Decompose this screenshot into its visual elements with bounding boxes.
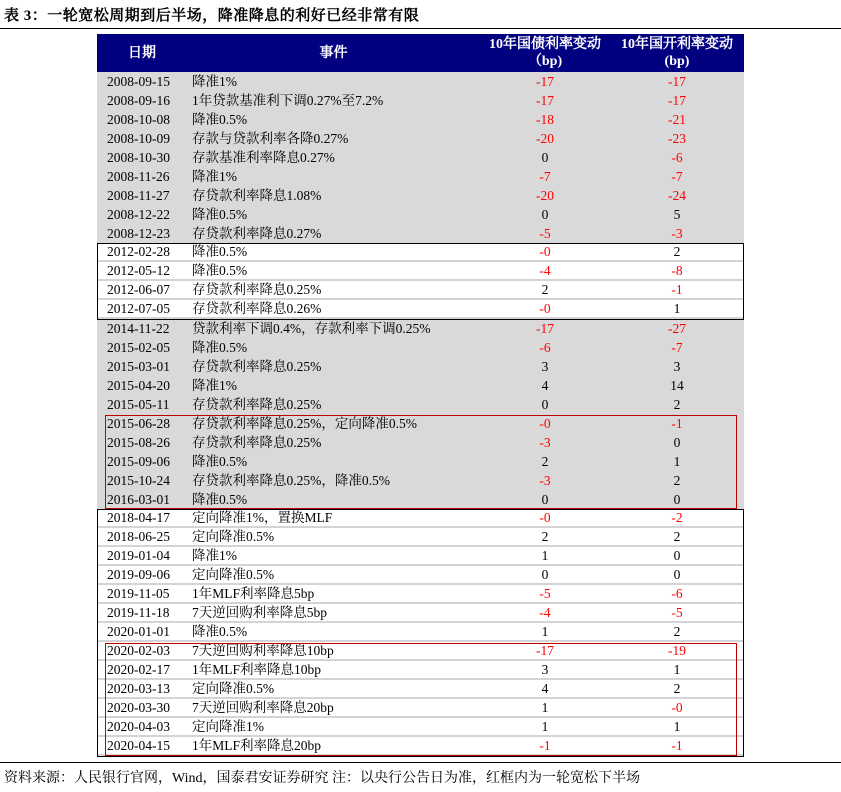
gov-bond-change-cell: -7 xyxy=(539,169,551,184)
date-cell: 2012-07-05 xyxy=(107,301,170,316)
table-row xyxy=(97,661,744,680)
date-cell: 2019-11-18 xyxy=(107,605,170,620)
header-gov-line1: 10年国债利率变动 xyxy=(489,37,601,52)
event-cell: 存贷款利率降息0.25% xyxy=(192,359,322,374)
cdb-bond-change-cell: 2 xyxy=(673,681,681,696)
cdb-bond-change-cell: 2 xyxy=(673,529,681,544)
cdb-bond-change-cell: 5 xyxy=(673,207,681,222)
cdb-bond-change-cell: -1 xyxy=(671,416,683,431)
header-gov-bond-change xyxy=(480,34,610,72)
title-divider xyxy=(0,28,841,29)
date-cell: 2020-02-17 xyxy=(107,662,170,677)
date-cell: 2015-04-20 xyxy=(107,378,170,393)
gov-bond-change-cell: -17 xyxy=(536,74,554,89)
date-cell: 2008-10-30 xyxy=(107,150,170,165)
date-cell: 2012-05-12 xyxy=(107,263,170,278)
cdb-bond-change-cell: 1 xyxy=(673,454,681,469)
cdb-bond-change-cell: -7 xyxy=(671,169,683,184)
gov-bond-change-cell: -20 xyxy=(536,131,554,146)
event-cell: 降准1% xyxy=(192,548,237,563)
date-cell: 2008-10-08 xyxy=(107,112,170,127)
gov-bond-change-cell: -17 xyxy=(536,93,554,108)
event-cell: 存贷款利率降息1.08% xyxy=(192,188,322,203)
table-row xyxy=(97,224,744,243)
table-row xyxy=(97,262,744,281)
table-row xyxy=(97,148,744,167)
cdb-bond-change-cell: 1 xyxy=(673,719,681,734)
header-event-label: 事件 xyxy=(319,45,348,61)
source-note: 资料来源：人民银行官网，Wind，国泰君安证券研究 注：以央行公告日为准，红框内为一轮宽松下半场 xyxy=(4,771,641,786)
date-cell: 2020-03-30 xyxy=(107,700,170,715)
gov-bond-change-cell: -3 xyxy=(539,473,551,488)
cdb-bond-change-cell: 1 xyxy=(673,662,681,677)
gov-bond-change-cell: -0 xyxy=(539,301,551,316)
table-body xyxy=(97,72,744,756)
date-cell: 2019-11-05 xyxy=(107,586,170,601)
event-cell: 降准1% xyxy=(192,169,237,184)
date-cell: 2012-02-28 xyxy=(107,244,170,259)
gov-bond-change-cell: 0 xyxy=(541,150,549,165)
table-row xyxy=(97,433,744,452)
event-cell: 存贷款利率降息0.27% xyxy=(192,226,322,241)
header-date xyxy=(97,34,187,72)
event-cell: 降准0.5% xyxy=(192,492,248,507)
cdb-bond-change-cell: 14 xyxy=(670,378,684,393)
event-cell: 1年MLF利率降息20bp xyxy=(192,738,322,753)
date-cell: 2018-06-25 xyxy=(107,529,170,544)
table-row xyxy=(97,129,744,148)
gov-bond-change-cell: -5 xyxy=(539,586,551,601)
table-row xyxy=(97,281,744,300)
gov-bond-change-cell: -3 xyxy=(539,435,551,450)
table-row xyxy=(97,490,744,509)
event-cell: 定向降准0.5% xyxy=(192,529,275,544)
cdb-bond-change-cell: 0 xyxy=(673,435,681,450)
event-cell: 定向降准1%，置换MLF xyxy=(192,510,333,525)
date-cell: 2015-03-01 xyxy=(107,359,170,374)
table-row xyxy=(97,737,744,756)
table-row xyxy=(97,357,744,376)
gov-bond-change-cell: -4 xyxy=(539,263,551,278)
date-cell: 2015-08-26 xyxy=(107,435,170,450)
event-cell: 降准1% xyxy=(192,74,237,89)
table-row xyxy=(97,319,744,338)
cdb-bond-change-cell: 0 xyxy=(673,567,681,582)
table-row xyxy=(97,300,744,319)
event-cell: 存款基准利率降息0.27% xyxy=(192,150,335,165)
table-row xyxy=(97,547,744,566)
gov-bond-change-cell: 1 xyxy=(541,548,549,563)
date-cell: 2020-02-03 xyxy=(107,643,170,658)
event-cell: 存贷款利率降息0.25% xyxy=(192,435,322,450)
date-cell: 2019-09-06 xyxy=(107,567,170,582)
gov-bond-change-cell: 0 xyxy=(541,567,549,582)
header-gov-line2: （bp) xyxy=(527,54,563,69)
date-cell: 2015-05-11 xyxy=(107,397,170,412)
gov-bond-change-cell: 3 xyxy=(541,359,549,374)
gov-bond-change-cell: 2 xyxy=(541,454,549,469)
cdb-bond-change-cell: -2 xyxy=(671,510,683,525)
gov-bond-change-cell: -0 xyxy=(539,416,551,431)
gov-bond-change-cell: 4 xyxy=(541,681,549,696)
table-row xyxy=(97,528,744,547)
gov-bond-change-cell: 1 xyxy=(541,624,549,639)
date-cell: 2015-10-24 xyxy=(107,473,170,488)
cdb-bond-change-cell: 1 xyxy=(673,301,681,316)
cdb-bond-change-cell: 2 xyxy=(673,624,681,639)
date-cell: 2008-11-27 xyxy=(107,188,170,203)
date-cell: 2008-10-09 xyxy=(107,131,170,146)
event-cell: 7天逆回购利率降息5bp xyxy=(192,605,327,620)
cdb-bond-change-cell: -6 xyxy=(671,586,683,601)
event-cell: 1年MLF利率降息10bp xyxy=(192,662,322,677)
event-cell: 降准0.5% xyxy=(192,244,248,259)
date-cell: 2019-01-04 xyxy=(107,548,170,563)
table-row xyxy=(97,91,744,110)
table-row xyxy=(97,414,744,433)
date-cell: 2016-03-01 xyxy=(107,492,170,507)
cdb-bond-change-cell: -17 xyxy=(668,93,686,108)
event-cell: 降准0.5% xyxy=(192,263,248,278)
table-header xyxy=(97,34,744,72)
cdb-bond-change-cell: 0 xyxy=(673,492,681,507)
cdb-bond-change-cell: -17 xyxy=(668,74,686,89)
table-row xyxy=(97,585,744,604)
header-cdb-line1: 10年国开利率变动 xyxy=(621,37,733,52)
event-cell: 1年贷款基准利下调0.27%至7.2% xyxy=(192,93,384,108)
gov-bond-change-cell: -17 xyxy=(536,643,554,658)
event-cell: 定向降准0.5% xyxy=(192,681,275,696)
date-cell: 2012-06-07 xyxy=(107,282,170,297)
date-cell: 2008-09-15 xyxy=(107,74,170,89)
event-cell: 降准0.5% xyxy=(192,112,248,127)
cdb-bond-change-cell: -27 xyxy=(668,321,686,336)
event-cell: 降准0.5% xyxy=(192,624,248,639)
gov-bond-change-cell: 2 xyxy=(541,282,549,297)
cdb-bond-change-cell: -5 xyxy=(671,605,683,620)
date-cell: 2015-06-28 xyxy=(107,416,170,431)
cdb-bond-change-cell: -3 xyxy=(671,226,683,241)
header-cdb-line2: (bp) xyxy=(664,54,690,69)
date-cell: 2014-11-22 xyxy=(107,321,170,336)
date-cell: 2015-09-06 xyxy=(107,454,170,469)
cdb-bond-change-cell: -1 xyxy=(671,282,683,297)
table-row xyxy=(97,718,744,737)
event-cell: 贷款利率下调0.4%，存款利率下调0.25% xyxy=(192,321,431,336)
gov-bond-change-cell: -17 xyxy=(536,321,554,336)
table-row xyxy=(97,471,744,490)
date-cell: 2020-03-13 xyxy=(107,681,170,696)
cdb-bond-change-cell: -8 xyxy=(671,263,683,278)
date-cell: 2018-04-17 xyxy=(107,510,170,525)
header-event xyxy=(187,34,480,72)
gov-bond-change-cell: 4 xyxy=(541,378,549,393)
gov-bond-change-cell: 0 xyxy=(541,207,549,222)
cdb-bond-change-cell: -0 xyxy=(671,700,683,715)
gov-bond-change-cell: 3 xyxy=(541,662,549,677)
table-row xyxy=(97,338,744,357)
table-row xyxy=(97,186,744,205)
date-cell: 2020-04-03 xyxy=(107,719,170,734)
event-cell: 存款与贷款利率各降0.27% xyxy=(192,131,349,146)
date-cell: 2020-01-01 xyxy=(107,624,170,639)
table-row xyxy=(97,509,744,528)
date-cell: 2020-04-15 xyxy=(107,738,170,753)
cdb-bond-change-cell: -7 xyxy=(671,340,683,355)
header-cdb-bond-change xyxy=(610,34,744,72)
event-cell: 降准0.5% xyxy=(192,454,248,469)
table-row xyxy=(97,623,744,642)
date-cell: 2008-12-23 xyxy=(107,226,170,241)
table-row xyxy=(97,566,744,585)
table-row xyxy=(97,376,744,395)
gov-bond-change-cell: -0 xyxy=(539,244,551,259)
gov-bond-change-cell: 0 xyxy=(541,397,549,412)
event-cell: 降准0.5% xyxy=(192,340,248,355)
date-cell: 2008-11-26 xyxy=(107,169,170,184)
cdb-bond-change-cell: 2 xyxy=(673,397,681,412)
event-cell: 降准0.5% xyxy=(192,207,248,222)
gov-bond-change-cell: 0 xyxy=(541,492,549,507)
event-cell: 定向降准1% xyxy=(192,719,264,734)
footer-divider xyxy=(0,762,841,763)
gov-bond-change-cell: -1 xyxy=(539,738,551,753)
gov-bond-change-cell: 2 xyxy=(541,529,549,544)
table-row xyxy=(97,604,744,623)
gov-bond-change-cell: 1 xyxy=(541,700,549,715)
date-cell: 2008-09-16 xyxy=(107,93,170,108)
cdb-bond-change-cell: -6 xyxy=(671,150,683,165)
event-cell: 7天逆回购利率降息20bp xyxy=(192,700,334,715)
cdb-bond-change-cell: 2 xyxy=(673,473,681,488)
event-cell: 存贷款利率降息0.25%，定向降准0.5% xyxy=(192,416,417,431)
event-cell: 7天逆回购利率降息10bp xyxy=(192,643,334,658)
cdb-bond-change-cell: -23 xyxy=(668,131,686,146)
table-row xyxy=(97,680,744,699)
event-cell: 存贷款利率降息0.25% xyxy=(192,397,322,412)
event-cell: 降准1% xyxy=(192,378,237,393)
cdb-bond-change-cell: 3 xyxy=(673,359,681,374)
cdb-bond-change-cell: -24 xyxy=(668,188,686,203)
gov-bond-change-cell: 1 xyxy=(541,719,549,734)
cdb-bond-change-cell: 0 xyxy=(673,548,681,563)
table-title: 表 3：一轮宽松周期到后半场，降准降息的利好已经非常有限 xyxy=(4,8,420,24)
header-date-label: 日期 xyxy=(128,45,156,61)
event-cell: 定向降准0.5% xyxy=(192,567,275,582)
cdb-bond-change-cell: -19 xyxy=(668,643,686,658)
gov-bond-change-cell: -18 xyxy=(536,112,554,127)
table-row xyxy=(97,167,744,186)
table-row xyxy=(97,642,744,661)
table-row xyxy=(97,699,744,718)
table-row xyxy=(97,110,744,129)
cdb-bond-change-cell: -1 xyxy=(671,738,683,753)
event-cell: 存贷款利率降息0.25%，降准0.5% xyxy=(192,473,390,488)
date-cell: 2015-02-05 xyxy=(107,340,170,355)
rate-cut-table xyxy=(97,34,744,756)
table-row xyxy=(97,243,744,262)
table-row xyxy=(97,72,744,91)
gov-bond-change-cell: -6 xyxy=(539,340,551,355)
table-row xyxy=(97,395,744,414)
event-cell: 1年MLF利率降息5bp xyxy=(192,586,315,601)
cdb-bond-change-cell: 2 xyxy=(673,244,681,259)
date-cell: 2008-12-22 xyxy=(107,207,170,222)
table-row xyxy=(97,452,744,471)
event-cell: 存贷款利率降息0.26% xyxy=(192,301,322,316)
table-row xyxy=(97,205,744,224)
cdb-bond-change-cell: -21 xyxy=(668,112,686,127)
gov-bond-change-cell: -20 xyxy=(536,188,554,203)
event-cell: 存贷款利率降息0.25% xyxy=(192,282,322,297)
gov-bond-change-cell: -4 xyxy=(539,605,551,620)
gov-bond-change-cell: -0 xyxy=(539,510,551,525)
gov-bond-change-cell: -5 xyxy=(539,226,551,241)
